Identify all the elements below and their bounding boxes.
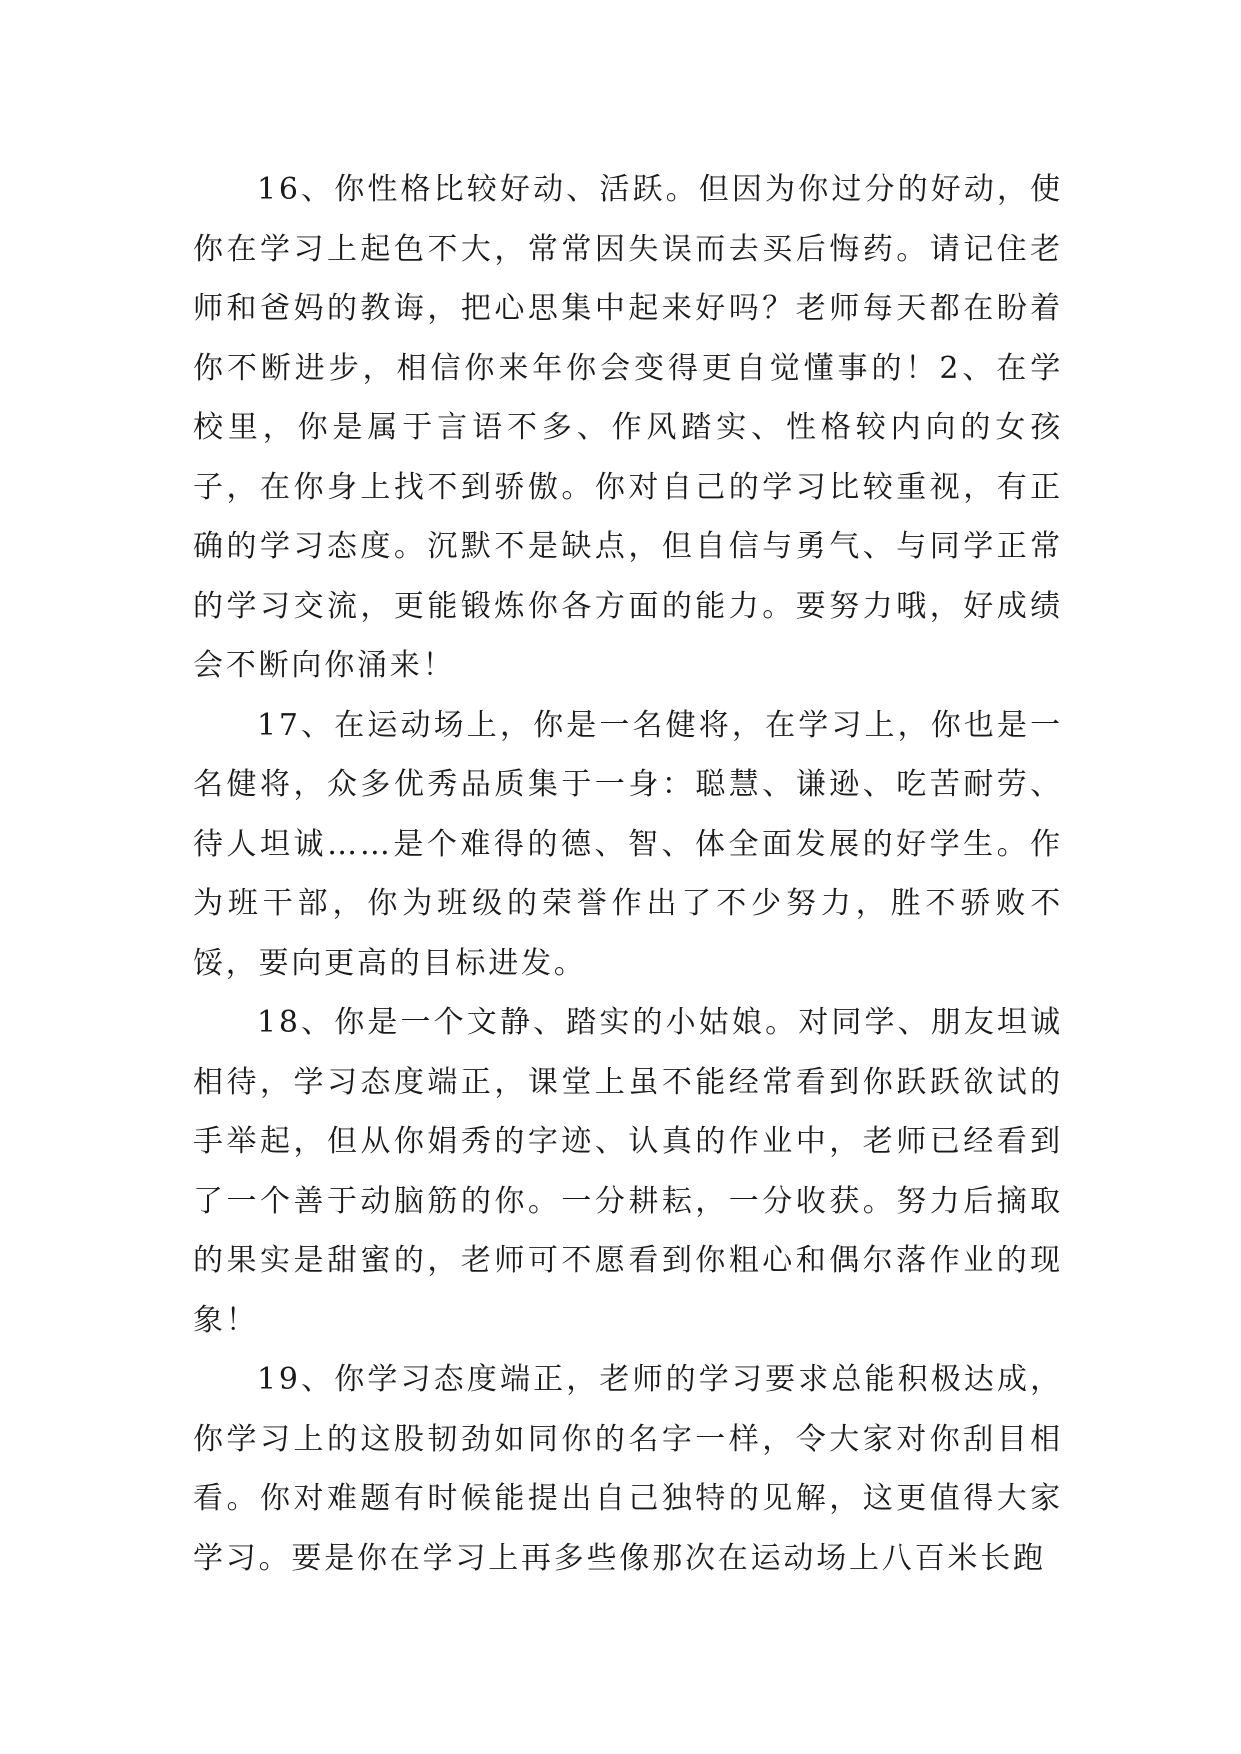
paragraph-16: 16、你性格比较好动、活跃。但因为你过分的好动，使你在学习上起色不大，常常因失误而去买后悔药。请记住老师和爸妈的教诲，把心思集中起来好吗？老师每天都在盼着你不断进步，相信你来年你会变得更自觉懂事的！2、在学校里，你是属于言语不多、作风踏实、性格较内向的女孩子，在你身上找不到骄傲。你对自己的学习比较重视，有正确的学习态度。沉默不是缺点，但自信与勇气、与同学正常的学习交流，更能锻炼你各方面的能力。要努力哦，好成绩会不断向你涌来！ <box>193 172 1063 683</box>
document-body <box>193 160 1063 1588</box>
paragraph-19: 19、你学习态度端正，老师的学习要求总能积极达成，你学习上的这股韧劲如同你的名字一样，令大家对你刮目相看。你对难题有时候能提出自己独特的见解，这更值得大家学习。要是你在学习上再多些像那次在运动场上八百米长跑 <box>193 1362 1063 1576</box>
paragraph-18: 18、你是一个文静、踏实的小姑娘。对同学、朋友坦诚相待，学习态度端正，课堂上虽不能经常看到你跃跃欲试的手举起，但从你娟秀的字迹、认真的作业中，老师已经看到了一个善于动脑筋的你。一分耕耘，一分收获。努力后摘取的果实是甜蜜的，老师可不愿看到你粗心和偶尔落作业的现象！ <box>193 1005 1063 1338</box>
paragraph-17: 17、在运动场上，你是一名健将，在学习上，你也是一名健将，众多优秀品质集于一身：聪慧、谦逊、吃苦耐劳、待人坦诚……是个难得的德、智、体全面发展的好学生。作为班干部，你为班级的荣誉作出了不少努力，胜不骄败不馁，要向更高的目标进发。 <box>193 707 1063 981</box>
